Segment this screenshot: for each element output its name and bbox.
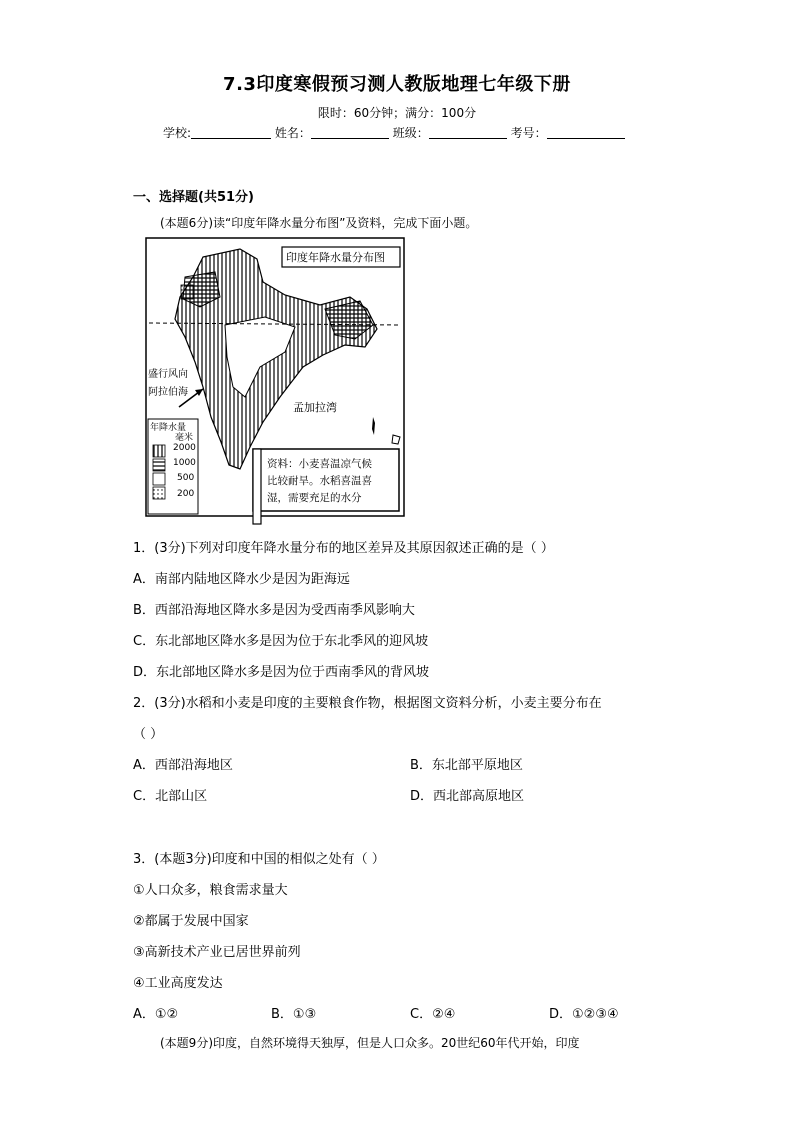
class-label: 班级： [392,126,429,140]
note-line-1: 资料：小麦喜温凉气候 [267,458,372,470]
student-info-line [163,124,625,141]
page-title: 7.3印度寒假预习测人教版地理七年级下册 [223,74,571,95]
map-title: 印度年降水量分布图 [286,251,385,264]
legend-value-1000: 1000 [173,458,196,468]
q2-option-c[interactable]: C．北部山区 [133,789,208,804]
rainfall-map [145,237,407,527]
question-group-intro: (本题6分)读“印度年降水量分布图”及资料，完成下面小题。 [160,216,478,230]
school-label: 学校: [163,126,192,140]
q3-option-a[interactable]: A．①② [133,1007,179,1022]
q2-option-d[interactable]: D．西北部高原地区 [410,789,525,804]
number-blank[interactable] [547,126,625,139]
note-line-2: 比较耐旱。水稻喜温喜 [267,475,372,487]
note-line-3: 湿，需要充足的水分 [267,492,362,504]
legend-value-2000: 2000 [173,443,196,453]
number-label: 考号： [510,126,547,140]
class-blank[interactable] [429,126,507,139]
q3-option-d[interactable]: D．①②③④ [549,1007,619,1022]
exam-time-score: 限时：60分钟；满分：100分 [317,106,477,120]
question-1-stem: 1．(3分)下列对印度年降水量分布的地区差异及其原因叙述正确的是（ ） [133,541,554,556]
arabian-sea-label: 阿拉伯海 [148,387,188,398]
section-heading: 一、选择题(共51分) [133,190,254,205]
question-3-stem: 3．(本题3分)印度和中国的相似之处有（ ） [133,852,385,867]
q1-option-c[interactable]: C．东北部地区降水多是因为位于东北季风的迎风坡 [133,634,429,649]
legend-value-500: 500 [177,473,195,483]
name-label: 姓名： [274,126,311,140]
q3-item-3: ③高新技术产业已居世界前列 [133,945,301,960]
q1-option-b[interactable]: B．西部沿海地区降水多是因为受西南季风影响大 [133,603,415,618]
q3-item-2: ②都属于发展中国家 [133,914,249,929]
q3-option-b[interactable]: B．①③ [271,1007,317,1022]
legend-value-200: 200 [177,489,195,499]
legend-unit: 毫米 [175,433,194,443]
q2-option-a[interactable]: A．西部沿海地区 [133,758,233,773]
q3-option-c[interactable]: C．②④ [410,1007,456,1022]
q2-option-b[interactable]: B．东北部平原地区 [410,758,523,773]
name-blank[interactable] [311,126,389,139]
bay-of-bengal-label: 孟加拉湾 [293,401,337,414]
q3-item-4: ④工业高度发达 [133,976,223,991]
legend-title: 年降水量 [150,423,187,433]
question-2-stem: 2．(3分)水稻和小麦是印度的主要粮食作物，根据图文资料分析，小麦主要分布在 [133,696,602,711]
question-group-2-intro: (本题9分)印度，自然环境得天独厚，但是人口众多。20世纪60年代开始，印度 [160,1036,580,1050]
q3-item-1: ①人口众多，粮食需求量大 [133,883,288,898]
q1-option-d[interactable]: D．东北部地区降水多是因为位于西南季风的背风坡 [133,665,430,680]
school-blank[interactable] [191,126,271,139]
question-2-stem-cont: （ ） [133,727,164,742]
wind-direction-label: 盛行风向 [148,369,188,380]
q1-option-a[interactable]: A．南部内陆地区降水少是因为距海远 [133,572,350,587]
